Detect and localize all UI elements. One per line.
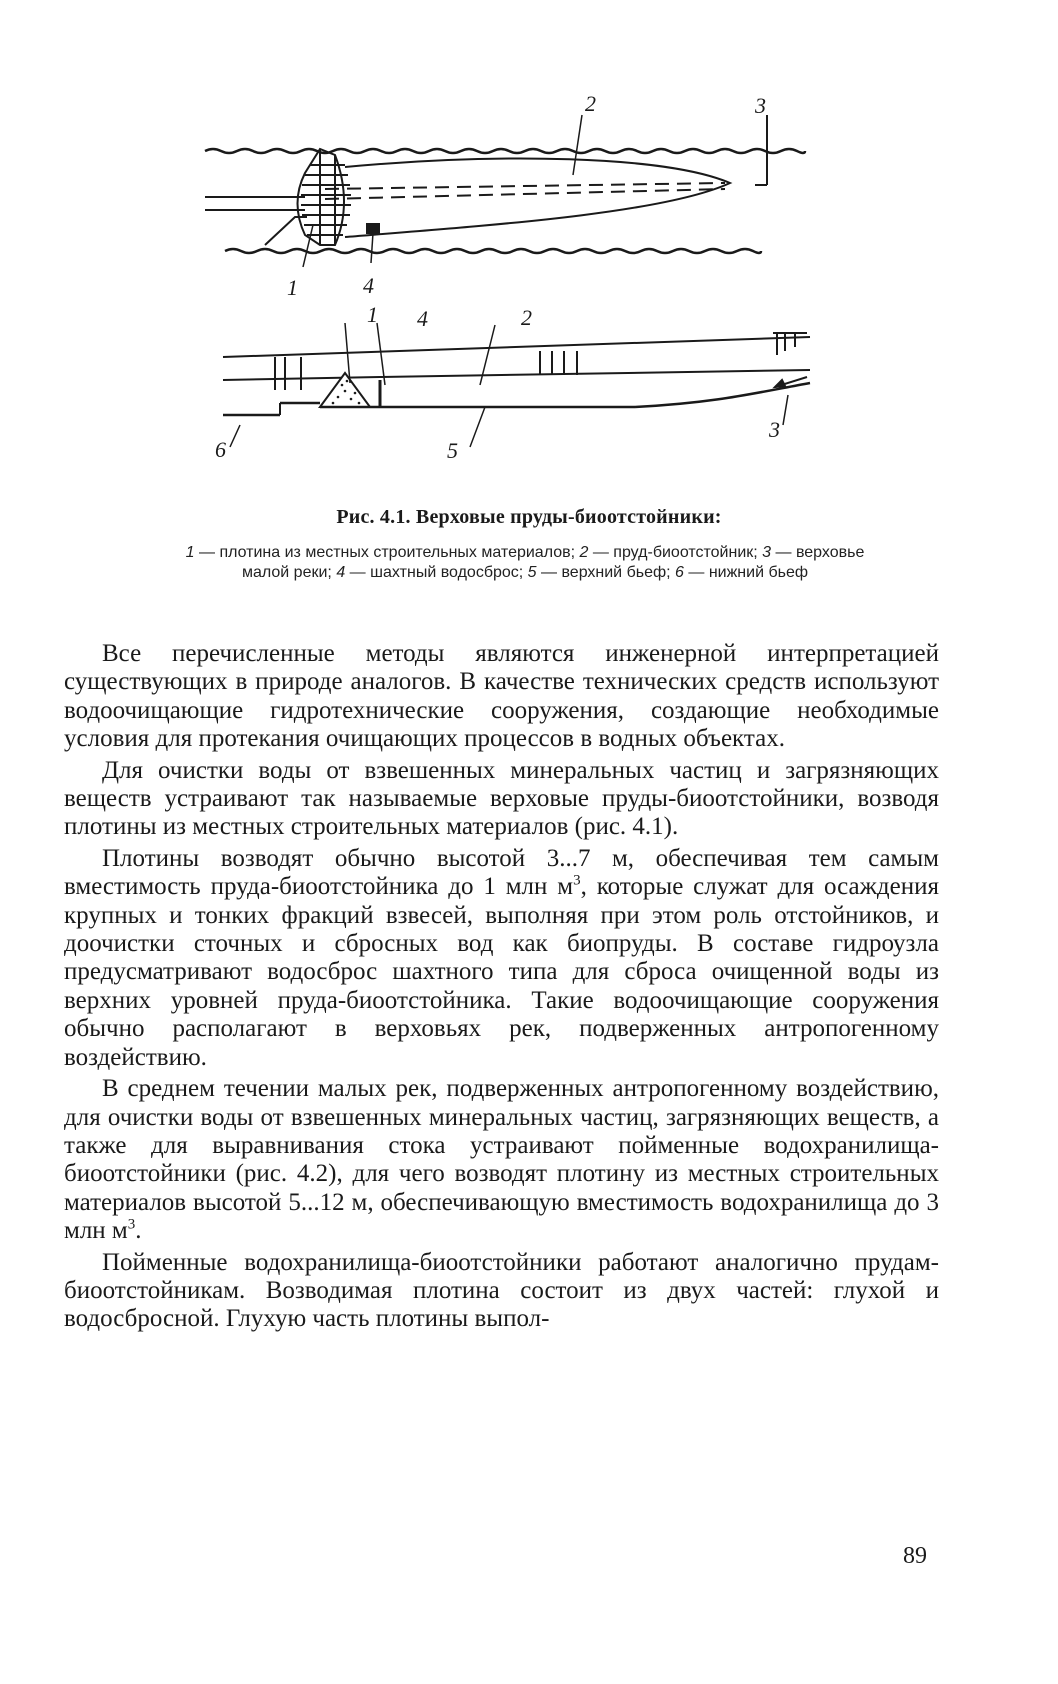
paragraph-4-text-a: В среднем течении малых рек, подверженных антропогенному воздействию, для очистки воды от взвешенных минеральных частиц, загрязняющих веществ, а также для выравнивания стока устраивают пойменные водохранилища-биоотстойники (рис. 4.2), для чего возводят плотину из местных строительных материалов высотой 5...12 м, обеспечивающую вместимость водохранилища до 3 млн м [64, 1075, 939, 1245]
page-number: 89 [903, 1543, 927, 1569]
section-label-3: 3 [769, 417, 780, 442]
legend-num-3: 3 [762, 544, 772, 561]
paragraph-1: Все перечисленные методы являются инженерной интерпретацией существующих в природе аналогов. В качестве технических средств используют водоочищающие гидротехнические сооружения, создающие необходимые условия для протекания очищающих процессов в водных объектах. [64, 640, 939, 753]
figure-caption-legend [120, 543, 930, 583]
plan-label-1: 1 [287, 275, 298, 300]
body-text [64, 640, 939, 1337]
plan-label-4: 4 [363, 273, 374, 298]
legend-num-6: 6 [675, 564, 684, 581]
paragraph-4-text-b: . [135, 1217, 142, 1245]
paragraph-3-superscript: 3 [573, 872, 581, 889]
legend-line-1 [120, 543, 930, 563]
paragraph-4-superscript: 3 [127, 1216, 136, 1233]
section-label-1: 1 [367, 302, 378, 327]
section-label-2: 2 [521, 305, 532, 330]
section-view [223, 323, 810, 447]
plan-label-2: 2 [585, 91, 596, 116]
section-label-5: 5 [447, 438, 458, 463]
figure-drawing [195, 85, 845, 495]
legend-num-1: 1 [185, 544, 195, 561]
plan-view [205, 115, 805, 267]
legend-text-2: — пруд-биоотстойник; [588, 544, 763, 561]
legend-text-1: — плотина из местных строительных материалов; [194, 544, 580, 561]
legend-num-4: 4 [336, 564, 346, 581]
paragraph-3-text-b: , которые служат для осаждения крупных и тонких фракций взвесей, выполняя при этом роль отстойников, и доочистки сточных и сбросных вод как биопруды. В составе гидроузла предусматривают водосброс шахтного типа для сброса очищенной воды из верхних уровней пруда-биоотстойника. Такие водоочищающие сооружения обычно располагают в верховьях рек, подверженных антропогенному воздействию. [64, 873, 939, 1071]
legend-text-3b: малой реки; [241, 564, 337, 581]
legend-text-3: — верховье [771, 544, 865, 561]
figure-4-1 [195, 85, 845, 495]
legend-line-2 [120, 563, 930, 583]
paragraph-3 [64, 845, 939, 1072]
legend-text-6: — нижний бьеф [683, 564, 809, 581]
legend-text-5: — верхний бьеф; [536, 564, 676, 581]
paragraph-3-text-a: Плотины возводят обычно высотой 3...7 м, обеспечивая тем самым вместимость пруда-биоотстойника до 1 млн м [64, 844, 939, 901]
section-label-6: 6 [215, 437, 226, 462]
paragraph-4 [64, 1075, 939, 1245]
paragraph-2: Для очистки воды от взвешенных минеральных частиц и загрязняющих веществ устраивают так называемые верховые пруды-биоотстойники, возводя плотины из местных строительных материалов (рис. 4.1). [64, 756, 939, 841]
legend-text-4: — шахтный водосброс; [345, 564, 528, 581]
plan-label-3: 3 [755, 93, 766, 118]
legend-num-2: 2 [579, 544, 589, 561]
paragraph-5: Пойменные водохранилища-биоотстойники работают аналогично прудам-биоотстойникам. Возводимая плотина состоит из двух частей: глухой и водосбросной. Глухую часть плотины выпол- [64, 1248, 939, 1333]
figure-caption-title: Рис. 4.1. Верховые пруды-биоотстойники: [336, 506, 722, 528]
section-label-4: 4 [417, 306, 428, 331]
legend-num-5: 5 [527, 564, 537, 581]
